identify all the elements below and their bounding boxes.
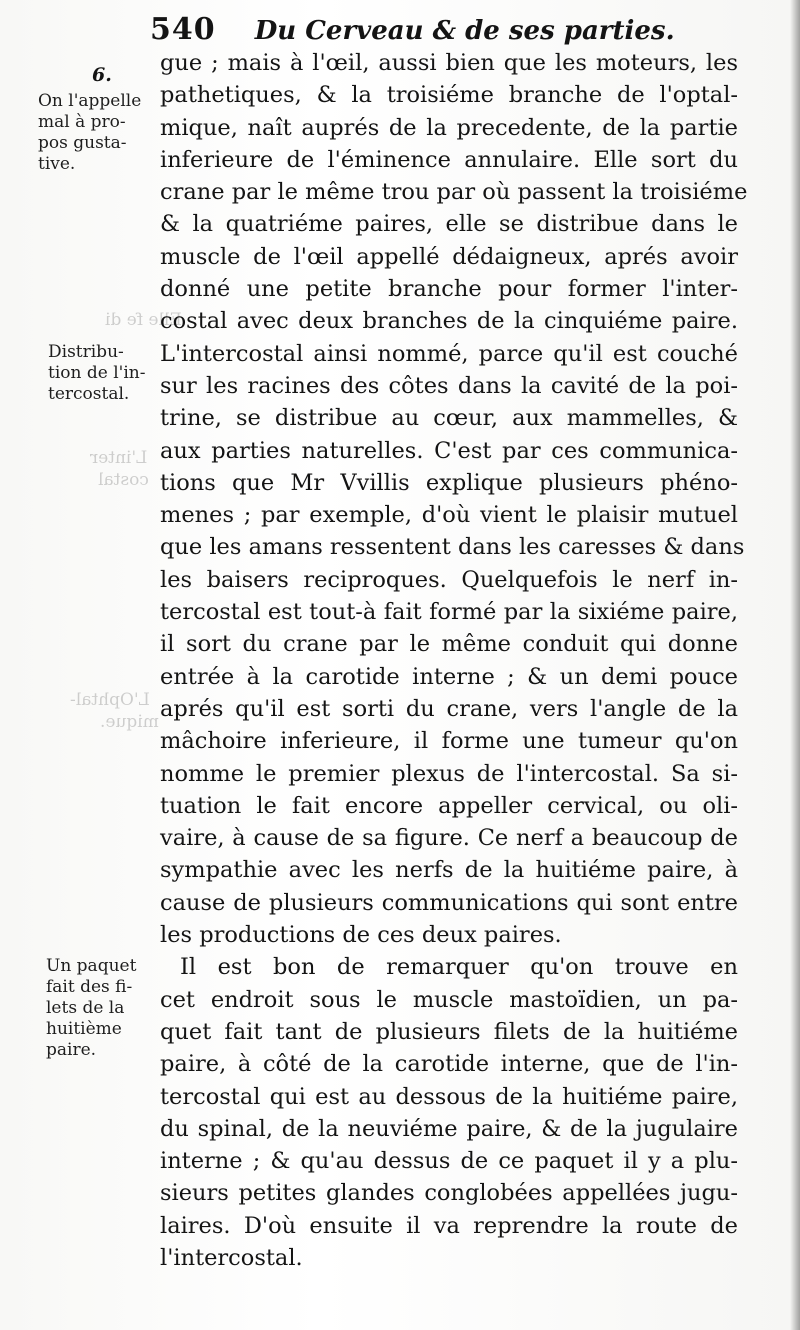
main-text (160, 47, 748, 1274)
bleed-through-text: costal (98, 470, 149, 490)
text-line: aux parties naturelles. C'est par ces communica- (160, 437, 738, 464)
text-line: mique, naît auprés de la precedente, de la partie (160, 114, 738, 141)
text-line: cet endroit sous le muscle mastoïdien, un pa- (160, 986, 738, 1013)
margin-note-line: mal à pro- (38, 112, 126, 132)
text-line: inferieure de l'éminence annulaire. Elle sort du (160, 146, 738, 173)
margin-note-line: On l'appelle (38, 91, 142, 111)
text-line: l'intercostal. (160, 1244, 303, 1271)
margin-note-line: Un paquet (46, 956, 137, 976)
text-line: pathetiques, & la troisiéme branche de l'optal- (160, 82, 738, 109)
text-line: muscle de l'œil appellé dédaigneux, aprés avoir (160, 243, 738, 270)
text-line: entrée à la carotide interne ; & un demi pouce (160, 663, 738, 690)
text-line: interne ; & qu'au dessus de ce paquet il y a plu- (160, 1148, 738, 1175)
text-line: cause de plusieurs communications qui sont entre (160, 889, 738, 916)
text-line: Il est bon de remarquer qu'on trouve en (180, 954, 738, 981)
margin-note-line: tion de l'in- (48, 363, 146, 383)
margin-note-line: huitième (46, 1019, 122, 1039)
bleed-through-text: Elle fe di (105, 310, 182, 330)
text-line: sur les racines des côtes dans la cavité de la poi- (160, 372, 738, 399)
text-line: paire, à côté de la carotide interne, que de l'in- (160, 1051, 738, 1078)
running-head (150, 12, 675, 52)
bleed-through-text: L'Ophtal- (70, 690, 150, 710)
text-line: du spinal, de la neuviéme paire, & de la jugulaire (160, 1115, 738, 1142)
text-line: que les amans ressentent dans les caresses & dans (160, 534, 745, 561)
text-line: laires. D'où ensuite il va reprendre la route de (160, 1212, 738, 1239)
margin-note-line: pos gusta- (38, 133, 127, 153)
text-line: les baisers reciproques. Quelquefois le nerf in- (160, 566, 738, 593)
running-title: Du Cerveau & de ses parties. (254, 16, 675, 46)
bleed-through-text: mique. (100, 712, 159, 732)
section-number: 6. (92, 64, 112, 86)
text-line: il sort du crane par le même conduit qui donne (160, 631, 738, 658)
text-line: donné une petite branche pour former l'inter- (160, 276, 738, 303)
text-line: gue ; mais à l'œil, aussi bien que les moteurs, les (160, 50, 738, 76)
text-line: nomme le premier plexus de l'intercostal. Sa si- (160, 760, 738, 787)
text-line: sympathie avec les nerfs de la huitiéme paire, à (160, 857, 738, 884)
text-line: vaire, à cause de sa figure. Ce nerf a beaucoup de (160, 825, 738, 852)
margin-note-line: tive. (38, 154, 76, 174)
margin-note-paquet (46, 956, 166, 1061)
margin-note-intercostal (48, 342, 168, 405)
bleed-through-text: L'inter (90, 448, 148, 468)
margin-note-line: Distribu- (48, 342, 124, 362)
text-line: sieurs petites glandes conglobées appellées jugu- (160, 1180, 738, 1207)
text-line: tuation le fait encore appeller cervical, ou oli- (160, 792, 738, 819)
text-line: tercostal est tout-à fait formé par la sixiéme paire, (160, 599, 738, 626)
text-line: aprés qu'il est sorti du crane, vers l'angle de la (160, 695, 738, 722)
text-line: menes ; par exemple, d'où vient le plaisir mutuel (160, 502, 738, 529)
margin-note-line: paire. (46, 1040, 97, 1060)
text-line: quet fait tant de plusieurs filets de la huitiéme (160, 1018, 738, 1045)
text-line: crane par le même trou par où passent la troisiéme (160, 179, 748, 206)
text-line: mâchoire inferieure, il forme une tumeur qu'on (160, 728, 738, 755)
text-line: & la quatriéme paires, elle se distribue dans le (160, 211, 738, 238)
text-line: tercostal qui est au dessous de la huitiéme paire, (160, 1083, 738, 1110)
text-line: trine, se distribue au cœur, aux mammelles, & (160, 405, 738, 432)
text-line: tions que Mr Vvillis explique plusieurs phéno- (160, 469, 738, 496)
margin-note-line: fait des fi- (46, 977, 133, 997)
text-line: les productions de ces deux paires. (160, 922, 562, 949)
text-line: L'intercostal ainsi nommé, parce qu'il est couché (160, 340, 738, 367)
margin-note-line: tercostal. (48, 384, 130, 404)
margin-note-line: lets de la (46, 998, 125, 1018)
page-number: 540 (150, 12, 216, 47)
margin-note-ophtalmique (38, 91, 158, 175)
text-line: costal avec deux branches de la cinquiéme paire. (160, 308, 738, 335)
